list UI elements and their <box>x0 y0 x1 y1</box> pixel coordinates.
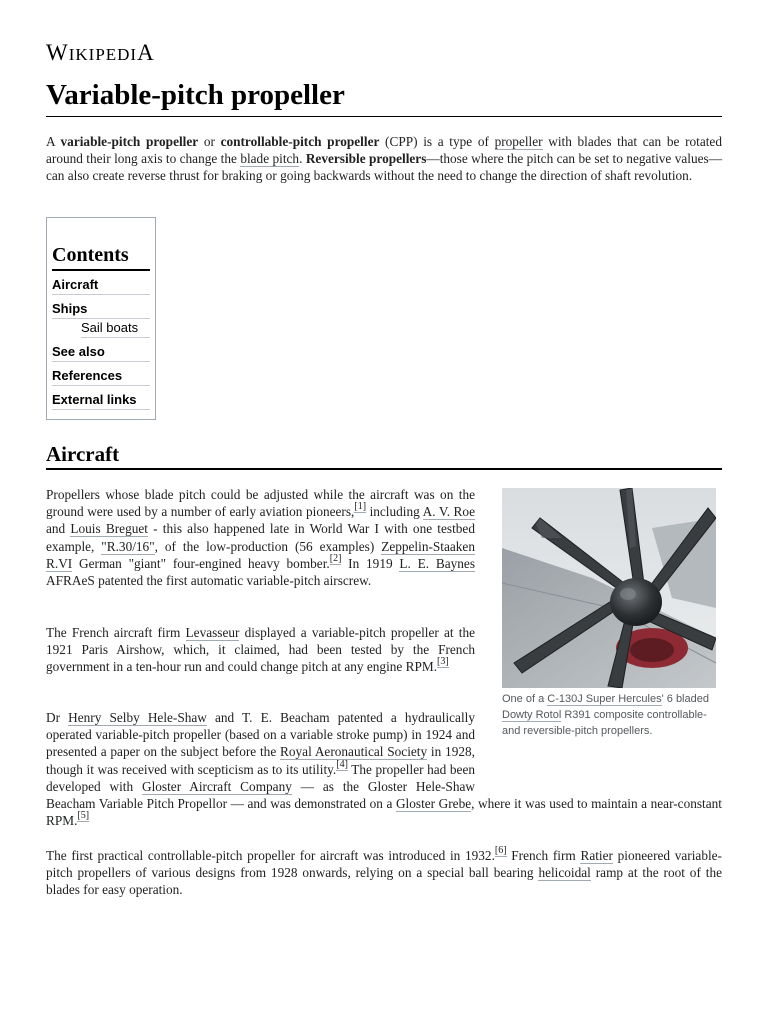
toc-item-sail-boats[interactable]: Sail boats <box>81 320 150 338</box>
bold-term: controllable-pitch propeller <box>220 134 380 149</box>
link-a-v-roe[interactable]: A. V. Roe <box>422 504 475 520</box>
reference-link[interactable]: [6] <box>494 845 507 856</box>
figure-propeller <box>502 488 716 739</box>
propeller-image[interactable] <box>502 488 716 688</box>
reference-link[interactable]: [3] <box>437 656 449 668</box>
section-heading-aircraft: Aircraft <box>46 440 722 470</box>
toc-item-external-links[interactable]: External links <box>52 392 150 410</box>
link-gloster-grebe[interactable]: Gloster Grebe <box>395 796 472 812</box>
reference-link[interactable]: [2] <box>329 552 342 564</box>
link-propeller[interactable]: propeller <box>494 134 543 149</box>
link-royal-aeronautical-society[interactable]: Royal Aeronautical Society <box>280 744 428 760</box>
link-zeppelin-staaken[interactable]: Zeppelin-Staaken R.VI <box>46 538 475 571</box>
logo-initial: W <box>46 40 69 65</box>
toc-item-aircraft[interactable]: Aircraft <box>52 277 150 295</box>
link-l-e-baynes[interactable]: L. E. Baynes <box>399 555 475 571</box>
intro-paragraph: A variable-pitch propeller or controllable-pitch propeller (CPP) is a type of propeller with blades that can be rotated around their long axis to change the blade pitch. Reversible propellers—those where the pitch can be set to negative values—can also create reverse thrust for braking or going backwards without the need to change the direction of shaft revolution. <box>46 134 722 184</box>
link-blade-pitch[interactable]: blade pitch <box>240 151 300 167</box>
toc-title: Contents <box>52 244 150 271</box>
bold-term: Reversible propellers <box>305 151 427 167</box>
reference-link[interactable]: [1] <box>354 501 367 513</box>
page-title: Variable-pitch propeller <box>46 76 722 117</box>
link-hele-shaw[interactable]: Henry Selby Hele-Shaw <box>68 710 207 725</box>
reference-link[interactable]: [4] <box>336 758 348 770</box>
paragraph: The French aircraft firm Levasseur displayed a variable-pitch propeller at the 1921 Paris Airshow, which, it claimed, had been tested by the French government in a ten-hour run and could change pitch at any engine RPM.[3] <box>46 625 475 675</box>
bold-term: variable-pitch propeller <box>60 134 199 149</box>
link-levasseur[interactable]: Levasseur <box>185 625 240 640</box>
link-ratier[interactable]: Ratier <box>580 848 613 863</box>
logo-final: A <box>137 40 155 65</box>
link-helicoidal[interactable]: helicoidal <box>538 865 591 881</box>
toc-item-references[interactable]: References <box>52 368 150 386</box>
paragraph: Dr Henry Selby Hele-Shaw and T. E. Beacham patented a hydraulically operated variable-pitch propeller (based on a variable stroke pump) in 1924 and presented a paper on the subject before the Royal Aeronautical Society in 1928, though it was received with scepticism as to its utility.[4] The propeller had been developed with Gloster Aircraft Company — as the Gloster Hele-Shaw Beacham Variable Pitch Propellor — and was demonstrated on a Gloster Grebe, where it was used to maintain a near-constant RPM.[5] <box>46 710 722 829</box>
reference-link[interactable]: [5] <box>77 810 90 822</box>
link-gloster-aircraft-company[interactable]: Gloster Aircraft Company <box>141 778 292 794</box>
link-r30-16[interactable]: "R.30/16" <box>101 538 155 554</box>
link-c130j[interactable]: C-130J Super Hercules <box>547 693 662 705</box>
link-dowty-rotol[interactable]: Dowty Rotol <box>502 709 562 721</box>
toc-item-see-also[interactable]: See also <box>52 344 150 362</box>
wikipedia-logo[interactable] <box>46 40 155 66</box>
toc-item-ships[interactable]: Ships <box>52 301 150 319</box>
figure-caption: One of a C-130J Super Hercules' 6 bladed Dowty Rotol R391 composite controllable- and reversible-pitch propellers. <box>502 693 709 737</box>
paragraph: The first practical controllable-pitch propeller for aircraft was introduced in 1932.[6] French firm Ratier pioneered variable-pitch propellers of various designs from 1928 onwards, relying on a special ball bearing helicoidal ramp at the root of the blades for easy operation. <box>46 845 722 898</box>
logo-middle: IKIPEDI <box>68 45 138 64</box>
table-of-contents <box>46 217 156 420</box>
paragraph: Propellers whose blade pitch could be adjusted while the aircraft was on the ground were used by a number of early aviation pioneers,[1] including A. V. Roe and Louis Breguet - this also happened late in World War I with one testbed example, "R.30/16", of the low-production (56 examples) Zeppelin-Staaken R.VI German "giant" four-engined heavy bomber.[2] In 1919 L. E. Baynes AFRAeS patented the first automatic variable-pitch airscrew. <box>46 487 475 589</box>
link-louis-breguet[interactable]: Louis Breguet <box>70 521 148 537</box>
